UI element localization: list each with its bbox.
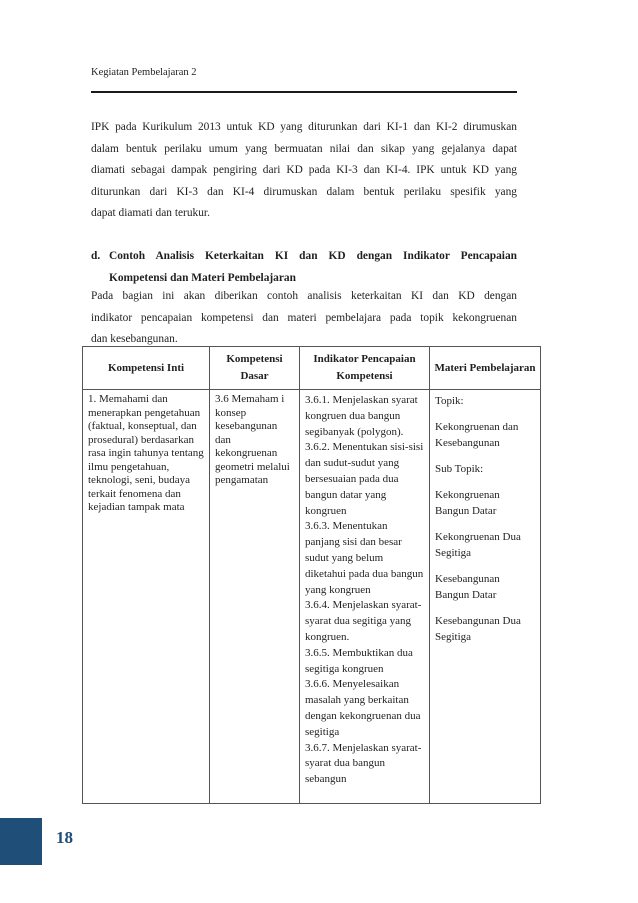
page-number-accent <box>0 818 42 865</box>
indicator-item: 3.6.5. Membuktikan dua segitiga kongruen <box>305 646 413 675</box>
cell-materi <box>430 390 541 804</box>
materi-item: Kesebangunan Dua Segitiga <box>435 615 521 643</box>
materi-item: Kekongruenan Dua Segitiga <box>435 531 521 559</box>
materi-item: Topik: <box>435 395 464 407</box>
indicator-item: 3.6.2. Menentukan sisi-sisi dan sudut-sudut yang bersesuaian pada dua bangun datar yang kongruen <box>305 441 424 517</box>
section-para-line: Pada bagian ini akan diberikan contoh analisis keterkaitan KI dan KD dengan <box>91 290 517 302</box>
indicator-item: 3.6.1. Menjelaskan syarat kongruen dua bangun segibanyak (polygon). <box>305 394 418 438</box>
intro-line: dapat diamati dan terukur. <box>91 207 210 219</box>
section-heading <box>91 245 517 289</box>
section-number: d. <box>91 250 101 262</box>
header-divider <box>91 91 517 93</box>
intro-line: dalam bentuk perilaku umum yang bermuatan nilai dan sikap yang gejalanya dapat <box>91 142 517 155</box>
cell-kompetensi-dasar: 3.6 Memaham i konsep kesebangunan dan kekongruenan geometri melalui pengamatan <box>210 390 300 804</box>
header-kompetensi-dasar: Kompetensi Dasar <box>210 347 300 390</box>
cell-indikator <box>300 390 430 804</box>
section-title-line2: Kompetensi dan Materi Pembelajaran <box>109 272 296 284</box>
section-paragraph <box>91 286 517 351</box>
header-indikator: Indikator Pencapaian Kompetensi <box>300 347 430 390</box>
section-para-line: dan kesebangunan. <box>91 333 178 345</box>
cell-kompetensi-inti: 1. Memahami dan menerapkan pengetahuan (faktual, konseptual, dan prosedural) berdasarkan rasa ingin tahunya tentang ilmu pengetahuan, teknologi, seni, budaya terkait fenomena dan kejadian tampak mata <box>83 390 210 804</box>
materi-item: Kesebangunan Bangun Datar <box>435 573 500 601</box>
header-materi: Materi Pembelajaran <box>430 347 541 390</box>
competency-table <box>82 346 541 804</box>
section-para-line: indikator pencapaian kompetensi dan materi pembelajara pada topik kekongruenan <box>91 311 517 324</box>
intro-line: diturunkan dari KI-3 dan KI-4 dirumuskan dalam bentuk perilaku spesifik yang <box>91 185 517 198</box>
materi-item: Sub Topik: <box>435 463 484 475</box>
page-number: 18 <box>56 828 73 847</box>
header-kompetensi-inti: Kompetensi Inti <box>83 347 210 390</box>
intro-line: IPK pada Kurikulum 2013 untuk KD yang diturunkan dari KI-1 dan KI-2 dirumuskan <box>91 121 517 133</box>
materi-item: Kekongruenan dan Kesebangunan <box>435 421 519 449</box>
table-row <box>83 390 541 804</box>
indicator-item: 3.6.7. Menjelaskan syarat-syarat dua bangun sebangun <box>305 741 422 786</box>
indicator-item: 3.6.4. Menjelaskan syarat-syarat dua segitiga yang kongruen. <box>305 599 422 643</box>
indicator-item: 3.6.3. Menentukan panjang sisi dan besar sudut yang belum diketahui pada dua bangun yang kongruen <box>305 520 424 596</box>
section-title-line1: Contoh Analisis Keterkaitan KI dan KD dengan Indikator Pencapaian <box>109 250 517 262</box>
intro-line: diamati sebagai dampak pengiring dari KD pada KI-3 dan KI-4. IPK untuk KD yang <box>91 164 517 176</box>
indicator-item: 3.6.6. Menyelesaikan masalah yang berkaitan dengan kekongruenan dua segitiga <box>305 678 421 738</box>
materi-item: Kekongruenan Bangun Datar <box>435 489 500 517</box>
running-header: Kegiatan Pembelajaran 2 <box>91 67 197 78</box>
table-header-row <box>83 347 541 390</box>
intro-paragraph <box>91 117 517 225</box>
